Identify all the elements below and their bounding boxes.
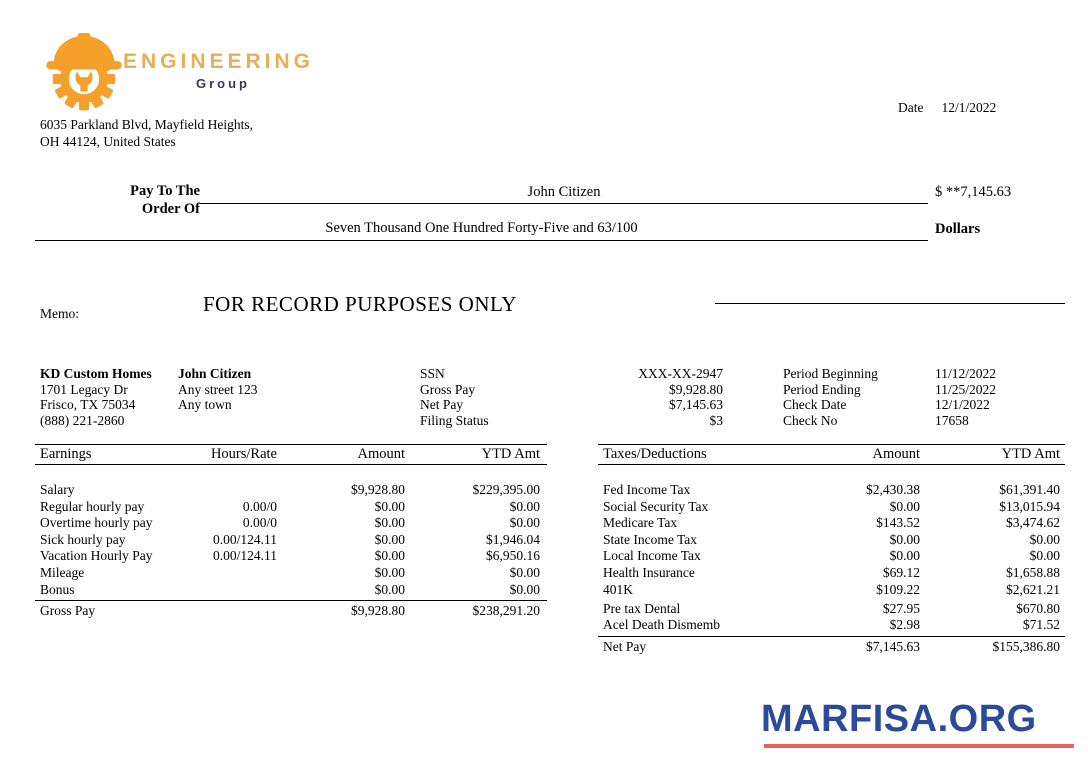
table-cell: $2.98 <box>889 617 920 633</box>
payee-name-line <box>200 184 928 204</box>
employer-info <box>40 366 175 428</box>
table-cell: $0.00 <box>1029 548 1060 564</box>
table-cell: $670.80 <box>1016 600 1060 616</box>
table-cell: Period Ending <box>783 381 861 397</box>
table-row <box>783 413 1065 429</box>
table-cell: 17658 <box>935 412 969 428</box>
table-cell: $0.00 <box>509 581 540 597</box>
employer-phone: (888) 221-2860 <box>40 412 125 428</box>
table-cell: $0.00 <box>889 531 920 547</box>
taxes-deductions-header-label: Taxes/Deductions <box>603 446 707 462</box>
gross-pay-total-row <box>35 600 547 619</box>
table-cell: Check Date <box>783 397 847 412</box>
pay-period-list <box>783 366 1065 428</box>
table-row <box>35 515 547 532</box>
table-row <box>35 565 547 582</box>
table-cell: $3 <box>709 412 723 428</box>
table-cell <box>207 565 277 582</box>
table-cell: $0.00 <box>889 548 920 564</box>
table-cell: $0.00 <box>374 515 405 531</box>
table-cell: Sick hourly pay <box>40 531 126 547</box>
marfisa-watermark <box>761 696 1074 748</box>
table-cell: $229,395.00 <box>472 482 540 497</box>
company-address <box>40 116 253 150</box>
table-cell: 11/12/2022 <box>935 366 997 381</box>
table-cell: $0.00 <box>374 564 405 580</box>
employee-name: John Citizen <box>178 366 252 381</box>
deductions-table-header <box>598 444 1065 465</box>
table-cell <box>207 482 277 499</box>
table-cell: Net Pay <box>420 397 464 412</box>
table-row <box>598 515 1065 532</box>
table-row <box>783 366 1065 382</box>
table-cell: Salary <box>40 482 75 497</box>
table-cell: 12/1/2022 <box>935 397 990 412</box>
logo-engineering-text: ENGINEERING <box>123 50 315 73</box>
table-row <box>420 397 723 413</box>
logo-group-text: Group <box>196 76 250 91</box>
table-row <box>598 532 1065 549</box>
table-cell: Filing Status <box>420 412 489 428</box>
table-row <box>598 582 1065 599</box>
net-pay-amount: $7,145.63 <box>866 638 920 654</box>
table-cell: 0.00/0 <box>242 498 277 514</box>
signature-line <box>715 303 1065 304</box>
table-cell: $2,430.38 <box>866 482 920 497</box>
employer-address1: 1701 Legacy Dr <box>40 381 128 397</box>
table-cell: $0.00 <box>509 515 540 531</box>
table-cell: Acel Death Dismemb <box>603 617 720 633</box>
table-row <box>598 482 1065 499</box>
table-cell: $71.52 <box>1022 617 1060 633</box>
table-cell: 401K <box>603 581 633 597</box>
table-cell: Local Income Tax <box>603 548 701 564</box>
table-row <box>598 565 1065 582</box>
table-cell: $1,658.88 <box>1006 564 1060 580</box>
amount-header-label: Amount <box>357 446 405 462</box>
table-row <box>420 366 723 382</box>
table-cell: 0.00/124.11 <box>213 548 277 564</box>
earnings-table <box>35 444 547 619</box>
table-cell: $0.00 <box>374 498 405 514</box>
employee-address2: Any town <box>178 397 232 412</box>
table-cell: XXX-XX-2947 <box>638 366 723 381</box>
table-cell: $7,145.63 <box>669 397 723 412</box>
table-cell: $27.95 <box>882 600 920 616</box>
table-cell: Period Beginning <box>783 366 878 381</box>
table-cell: $1,946.04 <box>486 531 540 547</box>
table-cell: $109.22 <box>876 581 920 597</box>
table-cell: Gross Pay <box>420 381 476 397</box>
table-cell: 0.00/0 <box>242 515 277 531</box>
record-purposes-text: FOR RECORD PURPOSES ONLY <box>203 292 517 316</box>
deductions-amount-header-label: Amount <box>872 446 920 462</box>
payee-name: John Citizen <box>527 184 601 200</box>
table-cell: $0.00 <box>509 498 540 514</box>
table-cell: Pre tax Dental <box>603 600 681 616</box>
amount-words: Seven Thousand One Hundred Forty-Five and 63/100 <box>325 220 638 236</box>
company-address-line2: OH 44124, United States <box>40 134 176 149</box>
table-cell: $3,474.62 <box>1006 515 1060 531</box>
dollars-label: Dollars <box>935 221 981 237</box>
net-pay-label: Net Pay <box>603 638 647 654</box>
amount-words-line <box>35 220 928 241</box>
table-cell: $0.00 <box>1029 531 1060 547</box>
table-cell: $61,391.40 <box>999 482 1060 497</box>
table-cell: $69.12 <box>882 564 920 580</box>
earnings-table-body <box>35 482 547 598</box>
table-cell: State Income Tax <box>603 531 698 547</box>
table-cell: $0.00 <box>509 564 540 580</box>
table-cell: $0.00 <box>374 531 405 547</box>
employer-address2: Frisco, TX 75034 <box>40 397 136 412</box>
engineering-hardhat-gear-icon <box>38 22 130 114</box>
table-cell: Mileage <box>40 564 85 580</box>
marfisa-underline <box>764 744 1074 748</box>
earnings-header-label: Earnings <box>40 446 92 462</box>
table-cell: Check No <box>783 412 838 428</box>
table-cell: $2,621.21 <box>1006 581 1060 597</box>
company-address-line1: 6035 Parkland Blvd, Mayfield Heights, <box>40 117 253 132</box>
table-cell: Fed Income Tax <box>603 482 691 497</box>
deductions-table-body-2 <box>598 601 1065 634</box>
table-cell: Health Insurance <box>603 564 695 580</box>
table-cell: SSN <box>420 366 445 381</box>
table-row <box>598 499 1065 516</box>
gross-pay-amount: $9,928.80 <box>351 603 405 619</box>
deductions-table <box>598 444 1065 655</box>
table-cell: $13,015.94 <box>999 498 1060 514</box>
gross-pay-ytd: $238,291.20 <box>472 603 540 619</box>
table-cell: Bonus <box>40 581 75 597</box>
pay-summary-list <box>420 366 723 428</box>
memo-label: Memo: <box>40 306 79 321</box>
date-row <box>898 100 996 116</box>
table-row <box>35 582 547 599</box>
table-row <box>35 532 547 549</box>
table-cell: Medicare Tax <box>603 515 678 531</box>
table-cell: $6,950.16 <box>486 548 540 564</box>
earnings-table-header <box>35 444 547 465</box>
table-row <box>598 548 1065 565</box>
date-value: 12/1/2022 <box>941 100 997 115</box>
table-row <box>420 413 723 429</box>
net-pay-total-row <box>598 636 1065 655</box>
table-row <box>783 397 1065 413</box>
table-cell: $143.52 <box>876 515 920 531</box>
gross-pay-label: Gross Pay <box>40 603 96 619</box>
table-cell: $0.00 <box>374 548 405 564</box>
table-cell: $0.00 <box>374 581 405 597</box>
table-row <box>420 382 723 398</box>
table-row <box>783 382 1065 398</box>
table-row <box>35 548 547 565</box>
table-cell: Overtime hourly pay <box>40 515 153 531</box>
table-cell: 0.00/124.11 <box>213 531 277 547</box>
table-cell: $9,928.80 <box>351 482 405 497</box>
table-cell: Vacation Hourly Pay <box>40 548 153 564</box>
hours-rate-header-label: Hours/Rate <box>210 446 277 462</box>
deductions-ytd-header-label: YTD Amt <box>1001 446 1060 462</box>
table-row <box>598 617 1065 634</box>
table-row <box>598 601 1065 618</box>
employee-address1: Any street 123 <box>178 381 258 397</box>
deductions-table-body <box>598 482 1065 598</box>
ytd-amt-header-label: YTD Amt <box>481 446 540 462</box>
date-label: Date <box>898 100 924 115</box>
table-cell: Social Security Tax <box>603 498 709 514</box>
table-cell: $0.00 <box>889 498 920 514</box>
table-cell: $9,928.80 <box>669 381 723 397</box>
employee-info <box>178 366 338 413</box>
table-cell: 11/25/2022 <box>935 381 997 397</box>
check-amount-numeric: $ **7,145.63 <box>935 184 1012 200</box>
pay-to-order-label: Pay To The Order Of <box>130 183 200 217</box>
table-row <box>35 499 547 516</box>
marfisa-logo-text: MARFISA.ORG <box>761 698 1037 740</box>
net-pay-ytd: $155,386.80 <box>992 638 1060 654</box>
employer-name: KD Custom Homes <box>40 366 152 381</box>
table-cell: Regular hourly pay <box>40 498 145 514</box>
table-row <box>35 482 547 499</box>
table-cell <box>207 582 277 599</box>
